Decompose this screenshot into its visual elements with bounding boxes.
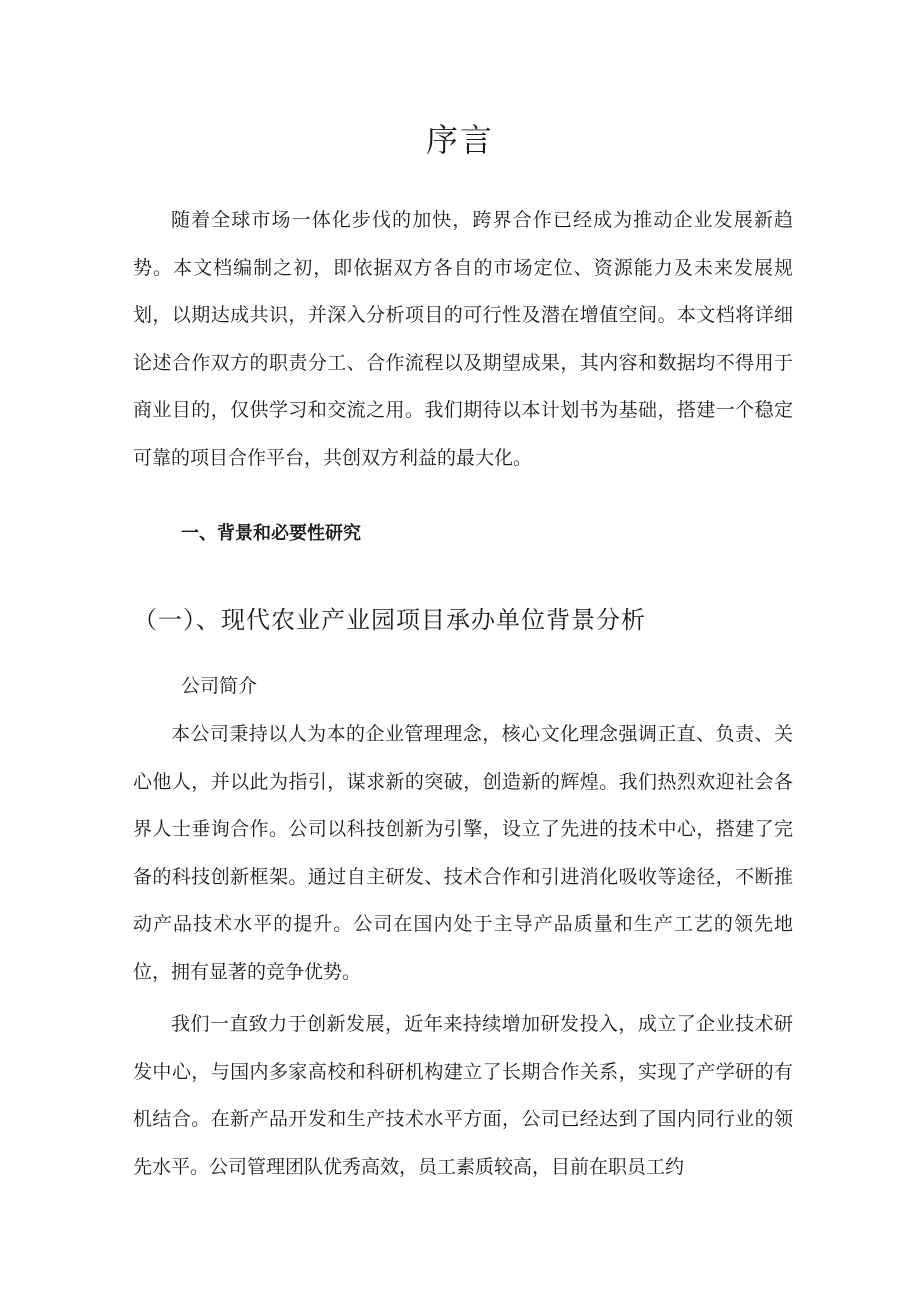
- company-intro-label: 公司简介: [181, 675, 258, 697]
- subsection-heading: （一）、现代农业产业园项目承办单位背景分析: [133, 606, 646, 634]
- page-title: 序言: [425, 121, 494, 159]
- body-paragraph-1: 本公司秉持以人为本的企业管理理念，核心文化理念强调正直、负责、关心他人，并以此为指引，谋求新的突破，创造新的辉煌。我们热烈欢迎社会各界人士垂询合作。公司以科技创新为引擎，设立了先进的技术中心，搭建了完备的科技创新框架。通过自主研发、技术合作和引进消化吸收等途径，不断推动产品技术水平的提升。公司在国内处于主导产品质量和生产工艺的领先地位，拥有显著的竞争优势。: [133, 723, 793, 983]
- section-heading: 一、背景和必要性研究: [181, 523, 361, 544]
- body-paragraph-2: 我们一直致力于创新发展，近年来持续增加研发投入，成立了企业技术研发中心，与国内多家高校和科研机构建立了长期合作关系，实现了产学研的有机结合。在新产品开发和生产技术水平方面，公司已经达到了国内同行业的领先水平。公司管理团队优秀高效，员工素质较高，目前在职员工约: [133, 1013, 793, 1178]
- intro-paragraph: 随着全球市场一体化步伐的加快，跨界合作已经成为推动企业发展新趋势。本文档编制之初，即依据双方各自的市场定位、资源能力及未来发展规划，以期达成共识，并深入分析项目的可行性及潜在增值空间。本文档将详细论述合作双方的职责分工、合作流程以及期望成果，其内容和数据均不得用于商业目的，仅供学习和交流之用。我们期待以本计划书为基础，搭建一个稳定可靠的项目合作平台，共创双方利益的最大化。: [133, 209, 793, 469]
